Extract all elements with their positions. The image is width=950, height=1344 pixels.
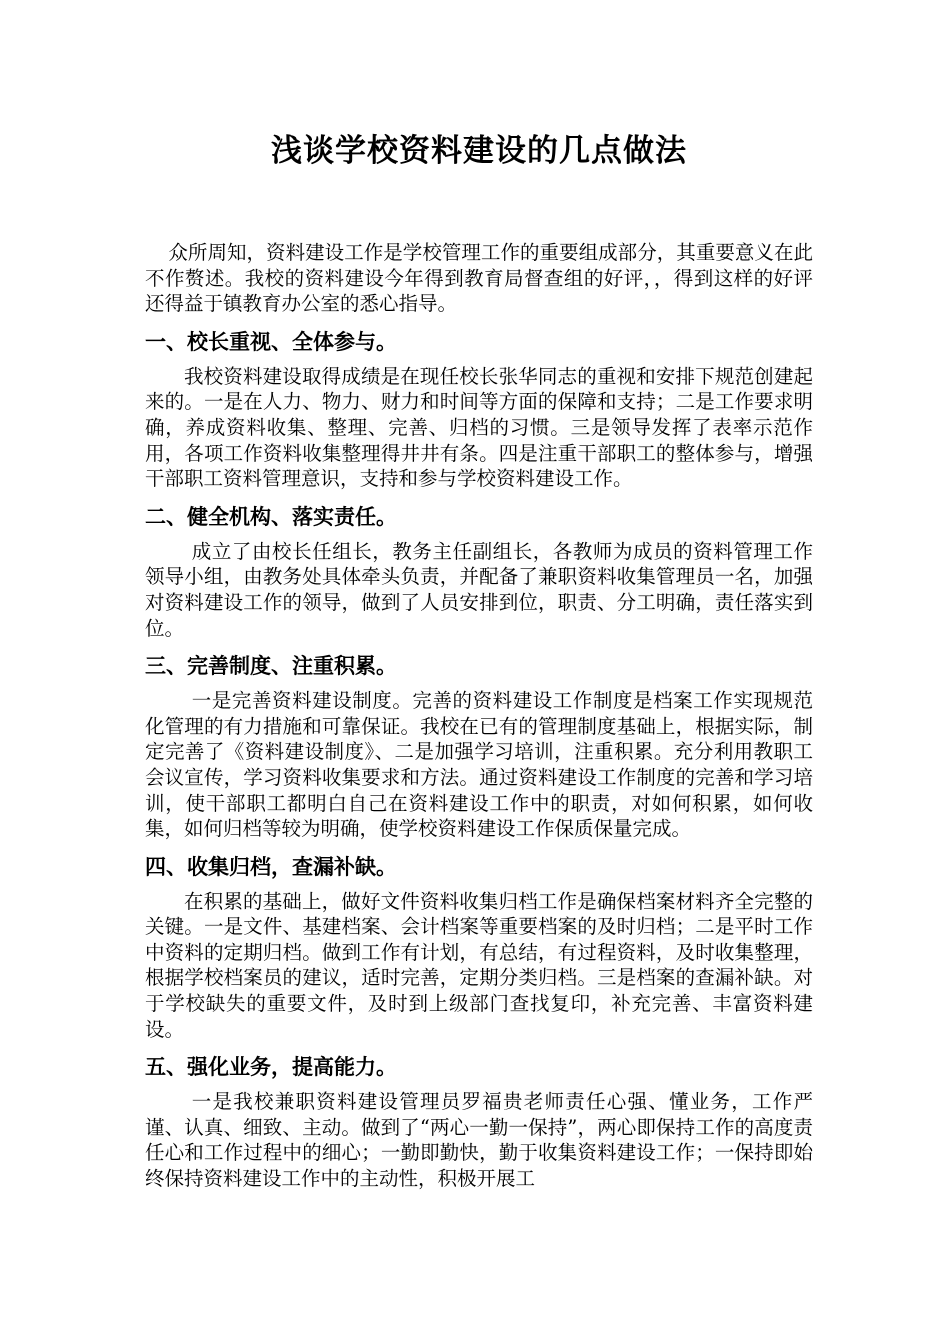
section-heading-4: 四、收集归档，查漏补缺。 bbox=[145, 854, 397, 879]
section-body-5: 一是我校兼职资料建设管理员罗福贵老师责任心强、懂业务，工作严谨、认真、细致、主动。做到了“两心一勤一保持”，两心即保持工作的高度责任心和工作过程中的细心；一勤即勤快，勤于收集资料建设工作；一保持即始终保持资料建设工作中的主动性，积极开展工 bbox=[145, 1090, 813, 1191]
page-title: 浅谈学校资料建设的几点做法 bbox=[271, 133, 687, 169]
section-heading-5: 五、强化业务，提高能力。 bbox=[145, 1055, 397, 1080]
section-body-2: 成立了由校长任组长，教务主任副组长，各教师为成员的资料管理工作领导小组，由教务处具体牵头负责，并配备了兼职资料收集管理员一名，加强对资料建设工作的领导，做到了人员安排到位，职责、分工明确，责任落实到位。 bbox=[145, 539, 813, 640]
section-heading-2: 二、健全机构、落实责任。 bbox=[145, 504, 397, 529]
section-body-4: 在积累的基础上，做好文件资料收集归档工作是确保档案材料齐全完整的关键。一是文件、基建档案、会计档案等重要档案的及时归档；二是平时工作中资料的定期归档。做到工作有计划，有总结，有过程资料，及时收集整理，根据学校档案员的建议，适时完善，定期分类归档。三是档案的查漏补缺。对于学校缺失的重要文件，及时到上级部门查找复印，补充完善、丰富资料建设。 bbox=[145, 889, 813, 1041]
section-body-1: 我校资料建设取得成绩是在现任校长张华同志的重视和安排下规范创建起来的。一是在人力、物力、财力和时间等方面的保障和支持；二是工作要求明确，养成资料收集、整理、完善、归档的习惯。三是领导发挥了表率示范作用，各项工作资料收集整理得井井有条。四是注重干部职工的整体参与，增强干部职工资料管理意识，支持和参与学校资料建设工作。 bbox=[145, 364, 813, 491]
section-heading-3: 三、完善制度、注重积累。 bbox=[145, 654, 397, 679]
section-body-3: 一是完善资料建设制度。完善的资料建设工作制度是档案工作实现规范化管理的有力措施和可靠保证。我校在已有的管理制度基础上，根据实际，制定完善了《资料建设制度》、二是加强学习培训，注重积累。充分利用教职工会议宣传，学习资料收集要求和方法。通过资料建设工作制度的完善和学习培训，使干部职工都明白自己在资料建设工作中的职责，对如何积累，如何收集，如何归档等较为明确，使学校资料建设工作保质保量完成。 bbox=[145, 689, 813, 841]
intro-paragraph: 众所周知，资料建设工作是学校管理工作的重要组成部分，其重要意义在此不作赘述。我校的资料建设今年得到教育局督查组的好评，，得到这样的好评还得益于镇教育办公室的悉心指导。 bbox=[145, 241, 813, 316]
document-page bbox=[145, 128, 813, 1192]
section-heading-1: 一、校长重视、全体参与。 bbox=[145, 329, 397, 354]
